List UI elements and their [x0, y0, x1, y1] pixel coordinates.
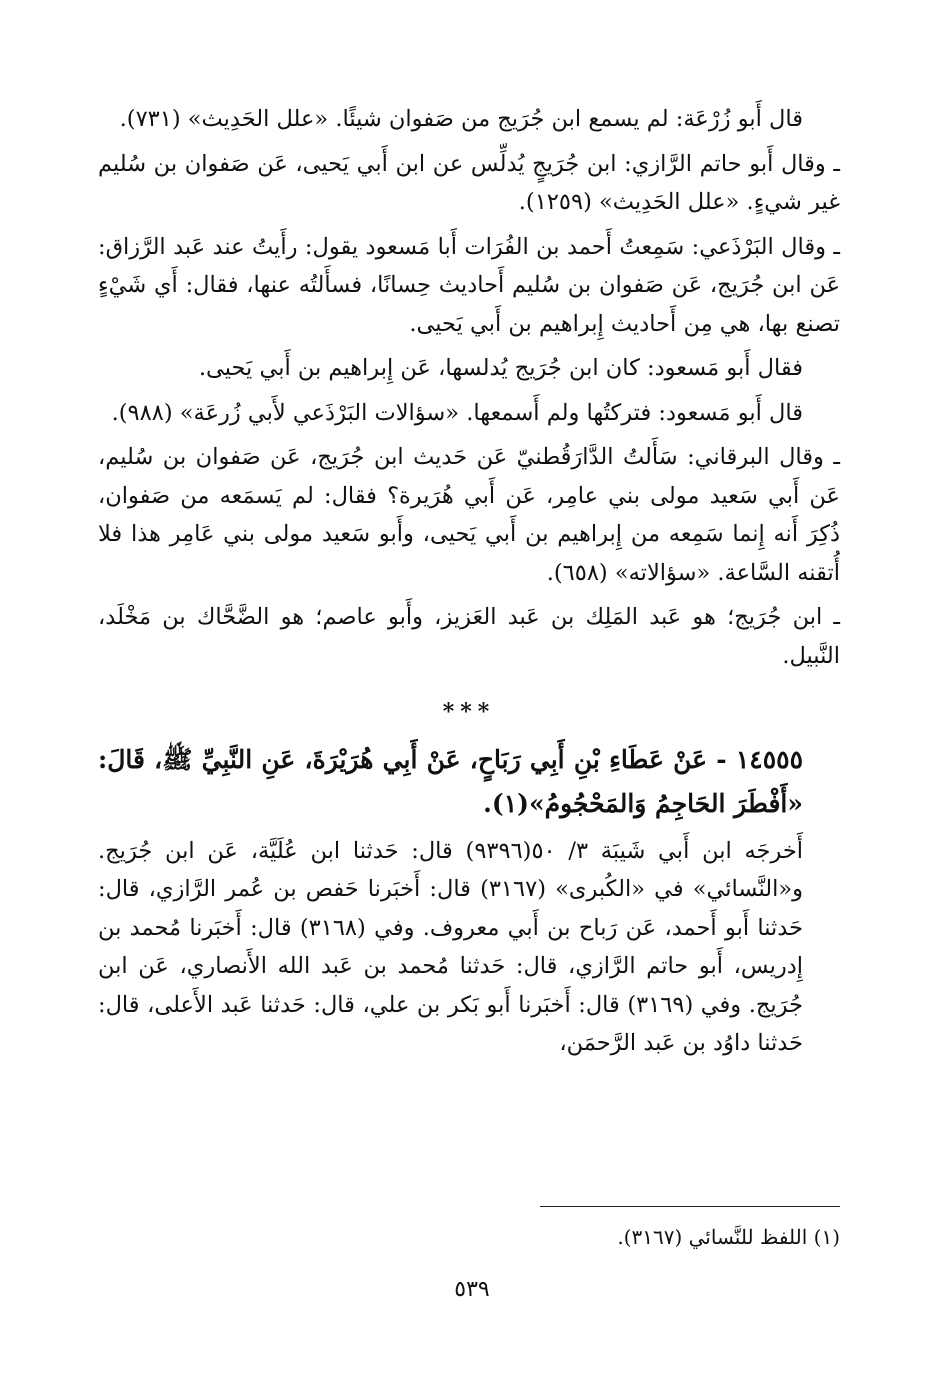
hadith-text: ١٤٥٥٥ - عَنْ عَطَاءِ بْنِ أَبِي رَبَاحٍ، عَنْ أَبِي هُرَيْرَةَ، عَنِ النَّبِيِّ ﷺ، قَالَ: «أَفْطَرَ الحَاجِمُ وَالمَحْجُومُ»(١).	[98, 744, 803, 818]
page-number: ٥٣٩	[454, 1277, 490, 1302]
paragraph-ibn-jurayj: ـ ابن جُرَيج؛ هو عَبد المَلِك بن عَبد العَزيز، وأَبو عاصم؛ هو الضَّحَّاك بن مَخْلَد، النَّبيل.	[98, 604, 840, 669]
footnote: (١) اللفظ للنَّسائي (٣١٦٧).	[617, 1225, 840, 1249]
paragraph-abu-masud-2: قال أَبو مَسعود: فتركتُها ولم أَسمعها. «سؤالات البَرْذَعي لأَبي زُرعَة» (٩٨٨).	[111, 399, 803, 426]
section-separator: ***	[442, 699, 496, 725]
paragraph-abu-zura: قال أَبو زُرْعَة: لم يسمع ابن جُرَيج من صَفوان شيئًا. «علل الحَدِيث» (٧٣١).	[119, 106, 803, 132]
paragraph-barqani: ـ وقال البرقاني: سَأَلتُ الدَّارَقُطنيّ عَن حَديث ابن جُرَيج، عَن صَفوان بن سُليم، عَن أَبي سَعيد مولى بني عامِر، عَن أَبي هُرَيرة؟ فقال: لم يَسمَعه من صَفوان، ذُكِرَ أَنه إِنما سَمِعه من إِبراهيم بن أَبي يَحيى، وأَبو سَعيد مولى بني عَامِر هذا فلا أُتقنه السَّاعة. «سؤالاته» (٦٥٨).	[98, 444, 840, 586]
main-text	[98, 100, 840, 1069]
paragraph-abu-hatim: ـ وقال أَبو حاتم الرَّازي: ابن جُرَيجٍ يُدلِّس عن ابن أَبي يَحيى، عَن صَفوان بن سُليم غير شيءٍ. «علل الحَدِيث» (١٢٥٩).	[98, 150, 840, 215]
footnote-divider	[540, 1206, 840, 1207]
takhrij-paragraph: أَخرجَه ابن أَبي شَيبَة ٣/ ٥٠(٩٣٩٦) قال: حَدثنا ابن عُلَيَّة، عَن ابن جُرَيج. و«النَّسائي» في «الكُبرى» (٣١٦٧) قال: أَخبَرنا حَفص بن عُمر الرَّازي، قال: حَدثنا أَبو أَحمد، عَن رَباح بن أَبي معروف. وفي (٣١٦٨) قال: أَخبَرنا مُحمد بن إِدريس، أَبو حاتم الرَّازي، قال: حَدثنا مُحمد بن عَبد الله الأَنصاري، عَن ابن جُرَيج. وفي (٣١٦٩) قال: أَخبَرنا أَبو بَكر بن علي، قال: حَدثنا عَبد الأَعلى، قال: حَدثنا داوُد بن عَبد الرَّحمَن،	[98, 837, 804, 1056]
paragraph-bardhai: ـ وقال البَرْذَعي: سَمِعتُ أَحمد بن الفُرَات أَبا مَسعود يقول: رأَيتُ عند عَبد الرَّزاق: عَن ابن جُرَيج، عَن صَفوان بن سُليم أَحاديث حِسانًا، فسأَلتُه عنها، فقال: أَي شَيْءٍ تصنع بها، هي مِن أَحاديث إِبراهيم بن أَبي يَحيى.	[98, 233, 840, 337]
paragraph-abu-masud-1: فقال أَبو مَسعود: كان ابن جُرَيج يُدلسها، عَن إِبراهيم بن أَبي يَحيى.	[198, 355, 803, 381]
